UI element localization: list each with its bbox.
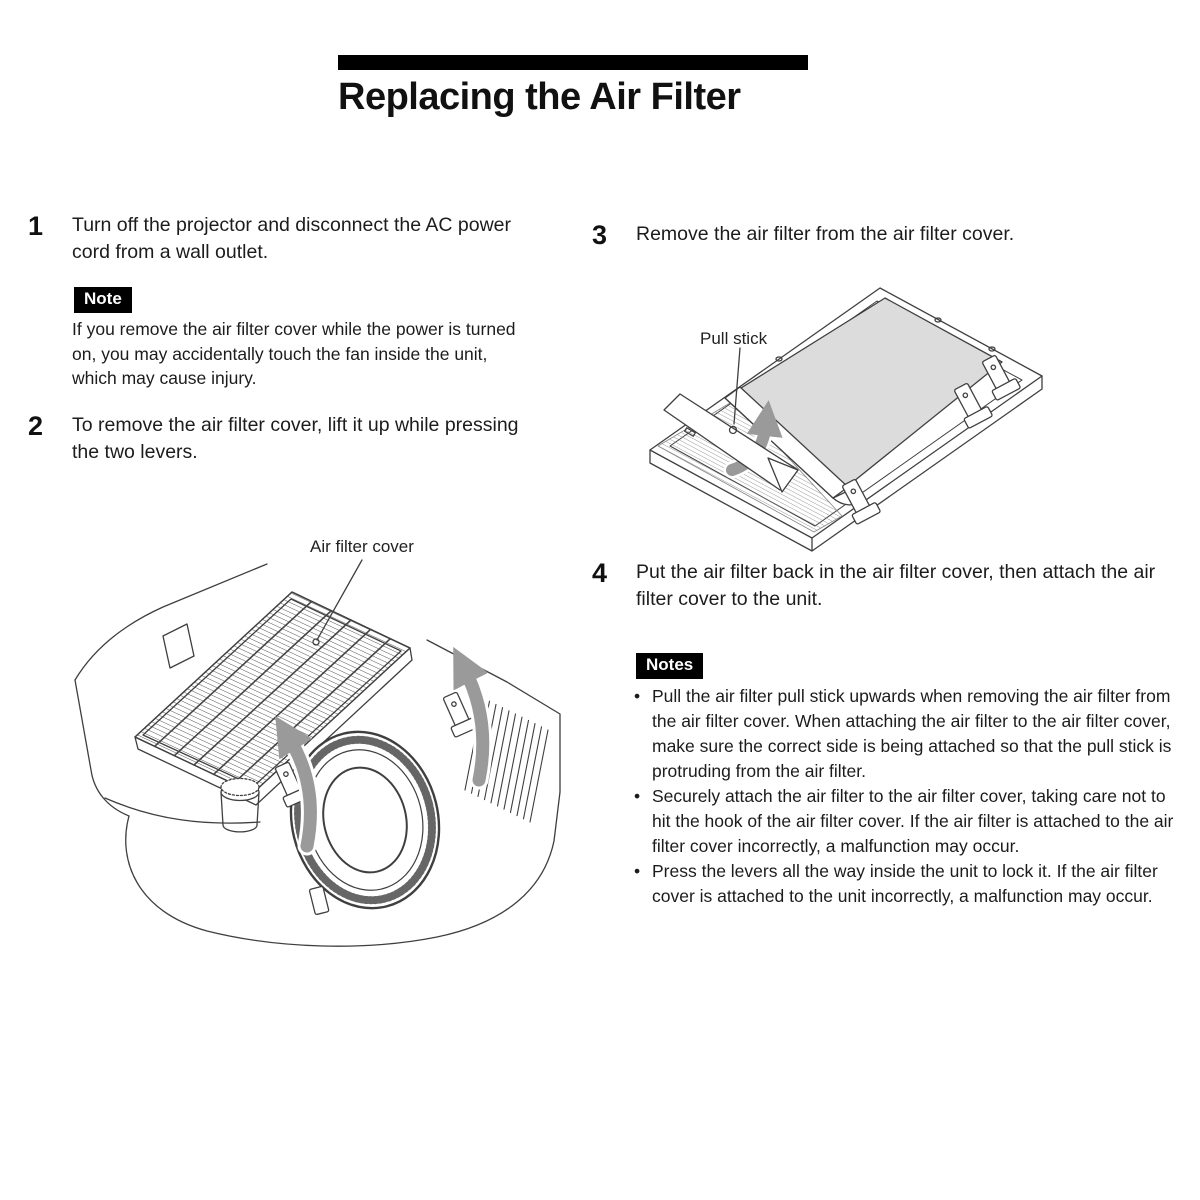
step-3-text: Remove the air filter from the air filter cover. <box>636 223 1015 245</box>
air-filter-cover-label: Air filter cover <box>310 537 414 556</box>
step-4 <box>592 559 1176 613</box>
title-block <box>338 55 808 119</box>
note-item <box>634 684 1182 784</box>
step-1-number: 1 <box>28 211 44 241</box>
projector-illustration <box>35 528 565 953</box>
note-item <box>634 784 1182 859</box>
pull-stick-label: Pull stick <box>700 329 768 348</box>
step-4-text: Put the air filter back in the air filter cover, then attach the air filter cover to the unit. <box>636 561 1156 610</box>
note-item <box>634 859 1182 909</box>
note-badge: Note <box>74 287 132 313</box>
title-divider-bar <box>338 55 808 70</box>
step-2 <box>28 412 537 466</box>
note-body: If you remove the air filter cover while the power is turned on, you may accidentally touch the fan inside the unit, which may cause injury. <box>72 319 516 388</box>
notes-badge: Notes <box>636 653 703 679</box>
step-2-text: To remove the air filter cover, lift it up while pressing the two levers. <box>72 414 519 463</box>
air-filter-illustration <box>630 280 1150 555</box>
note-item-text: Pull the air filter pull stick upwards when removing the air filter from the air filter cover. When attaching the air filter to the air filter cover, make sure the correct side is being attached so that the pull stick is protruding from the air filter. <box>652 686 1172 781</box>
bullet-glyph: • <box>634 686 641 706</box>
step-3-number: 3 <box>592 220 608 250</box>
adjuster-knob <box>221 779 259 832</box>
step-4-number: 4 <box>592 558 608 588</box>
step-1 <box>28 212 542 266</box>
rear-foot <box>163 624 194 668</box>
bullet-glyph: • <box>634 786 641 806</box>
note-item-text: Press the levers all the way inside the unit to lock it. If the air filter cover is attached to the unit incorrectly, a malfunction may occur. <box>652 861 1158 906</box>
notes-list <box>634 684 1182 909</box>
note-item-text: Securely attach the air filter to the air filter cover, taking care not to hit the hook of the air filter cover. If the air filter is attached to the air filter cover incorrectly, a malfunction may occur. <box>652 786 1174 856</box>
step-3 <box>592 221 1186 249</box>
bullet-glyph: • <box>634 861 641 881</box>
step-1-text: Turn off the projector and disconnect the AC power cord from a wall outlet. <box>72 214 512 263</box>
step-2-number: 2 <box>28 411 44 441</box>
page-title: Replacing the Air Filter <box>338 76 741 118</box>
